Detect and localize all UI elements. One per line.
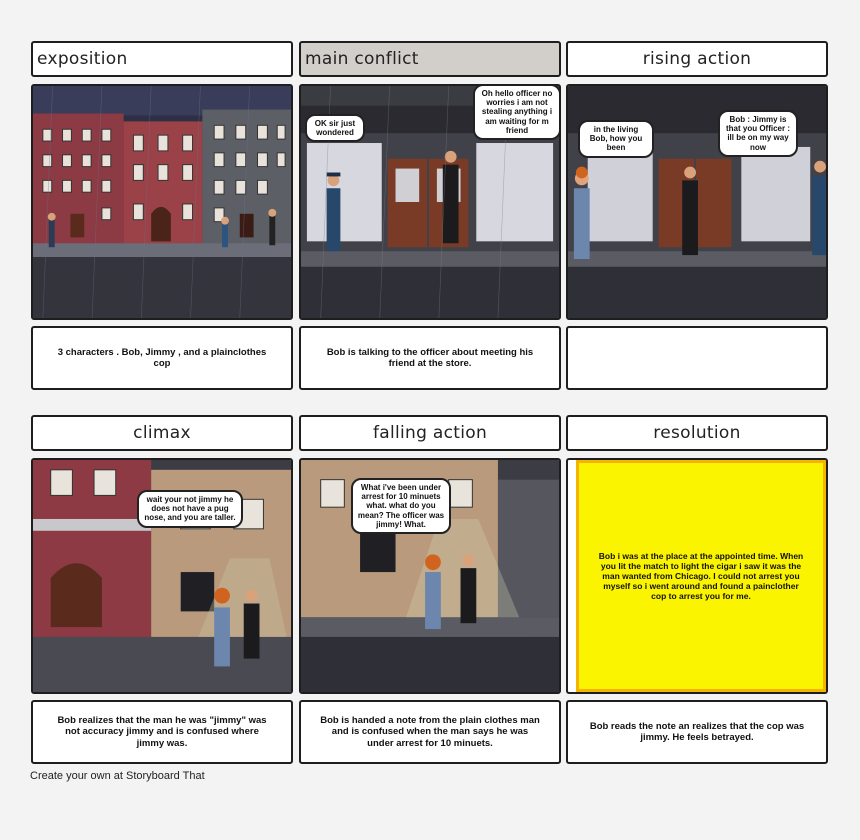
panel-caption-resolution: Bob reads the note an realizes that the cop was jimmy. He feels betrayed. — [566, 700, 828, 764]
scene-resolution — [566, 458, 828, 694]
panel-title-climax: climax — [31, 415, 293, 451]
panel-title-exposition: exposition — [31, 41, 293, 77]
panel-caption-main-conflict: Bob is talking to the officer about meeting his friend at the store. — [299, 326, 561, 390]
panel-caption-rising-action — [566, 326, 828, 390]
panel-caption-exposition: 3 characters . Bob, Jimmy , and a plainclothes cop — [31, 326, 293, 390]
scene-falling-action — [299, 458, 561, 694]
panel-title-resolution: resolution — [566, 415, 828, 451]
panel-title-falling-action: falling action — [299, 415, 561, 451]
speech-bubble-officer: OK sir just wondered — [305, 114, 365, 142]
scene-main-conflict — [299, 84, 561, 320]
scene-exposition — [31, 84, 293, 320]
panel-caption-climax: Bob realizes that the man he was "jimmy" was not accuracy jimmy and is confused where jimmy was. — [31, 700, 293, 764]
speech-bubble-dialogue: Bob : Jimmy is that you Officer : ill be on my way now — [718, 110, 798, 157]
speech-bubble-bob: Oh hello officer no worries i am not stealing anything i am waiting for m friend — [473, 84, 561, 140]
note-card — [576, 460, 826, 692]
panel-title-main-conflict: main conflict — [299, 41, 561, 77]
note-text: Bob i was at the place at the appointed time. When you lit the match to light the cigar i saw it was the man wanted from Chicago. I could not arrest you myself so i went around and found a painclother cop to arrest you for me. — [598, 550, 804, 602]
footer-credit: Create your own at Storyboard That — [30, 770, 205, 782]
scene-climax — [31, 458, 293, 694]
speech-bubble-bob: What i've been under arrest for 10 minuets what. what do you mean? The officer was jimmy! What. — [351, 478, 451, 534]
speech-bubble-jimmy: in the living Bob, how you been — [578, 120, 654, 158]
night-street-illustration — [33, 86, 291, 318]
panel-caption-falling-action: Bob is handed a note from the plain clothes man and is confused when the man says he was under arrest for 10 minuets. — [299, 700, 561, 764]
panel-title-rising-action: rising action — [566, 41, 828, 77]
speech-bubble-bob: wait your not jimmy he does not have a pug nose, and you are taller. — [137, 490, 243, 528]
scene-rising-action — [566, 84, 828, 320]
